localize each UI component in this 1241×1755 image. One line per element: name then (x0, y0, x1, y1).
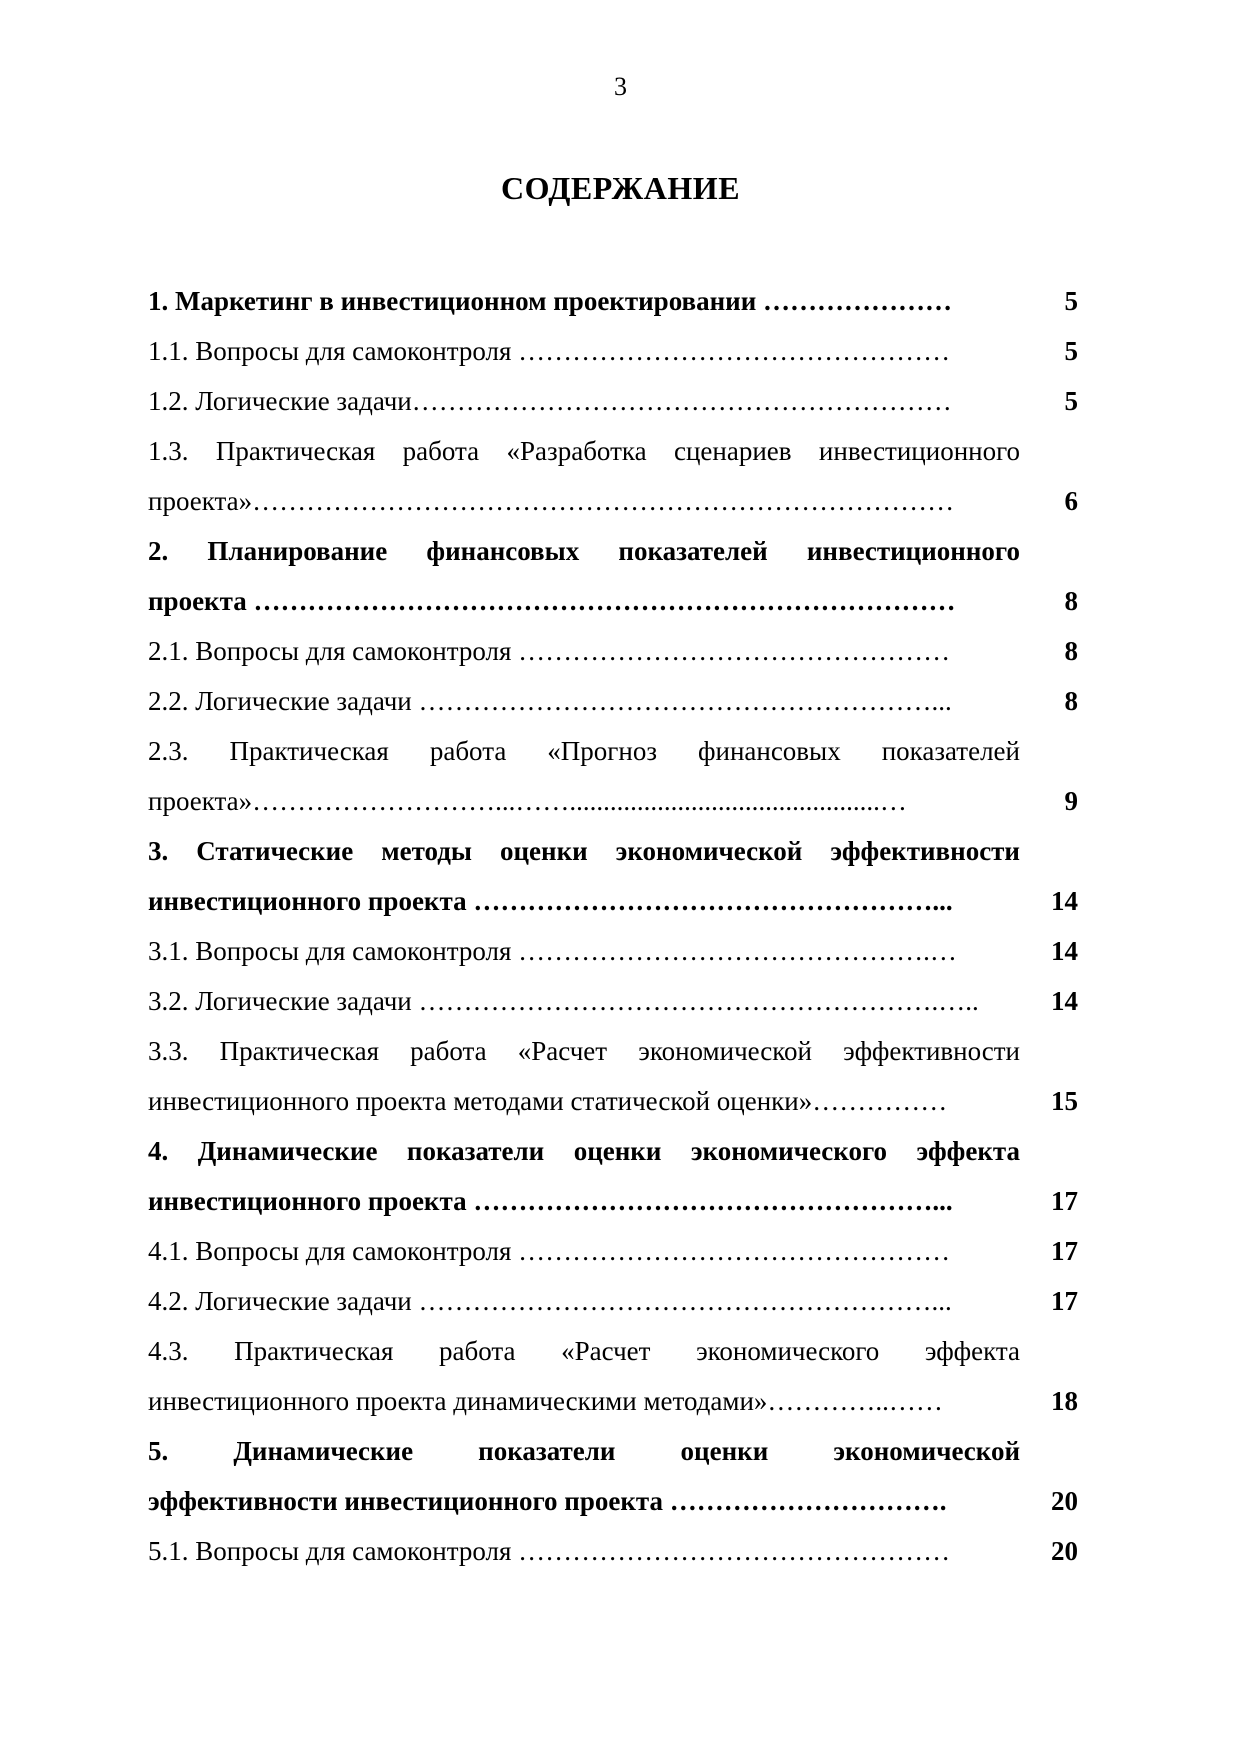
toc-entry-page: 17 (1051, 1186, 1078, 1216)
toc-entry (148, 1526, 1078, 1576)
toc-entry (148, 276, 1078, 326)
table-of-contents (148, 276, 1078, 1576)
toc-entry-text: 3.1. Вопросы для самоконтроля ……………………………………….… (148, 936, 957, 966)
toc-entry-text: проекта»………………………...……..............................................… (148, 786, 907, 816)
toc-entry-page: 9 (1064, 786, 1078, 816)
toc-entry (148, 676, 1078, 726)
toc-entry-text: 2. Планирование финансовых показателей инвестиционного (148, 536, 1020, 566)
toc-entry (148, 976, 1078, 1026)
toc-entry-page: 6 (1064, 486, 1078, 516)
toc-entry (148, 726, 1078, 776)
toc-entry (148, 1176, 1078, 1226)
toc-entry (148, 876, 1078, 926)
toc-entry-text: 2.1. Вопросы для самоконтроля ………………………………………… (148, 636, 951, 666)
toc-entry-page: 17 (1051, 1286, 1078, 1316)
toc-entry (148, 1426, 1078, 1476)
toc-entry-page: 17 (1051, 1236, 1078, 1266)
toc-entry-text: инвестиционного проекта ……………………………………………... (148, 886, 953, 916)
toc-entry-page: 5 (1064, 336, 1078, 366)
toc-entry-page: 14 (1051, 986, 1078, 1016)
toc-entry-page: 8 (1064, 636, 1078, 666)
toc-entry-text: эффективности инвестиционного проекта …………………………. (148, 1486, 947, 1516)
toc-entry-text: 4. Динамические показатели оценки экономического эффекта (148, 1136, 1020, 1166)
toc-entry (148, 1026, 1078, 1076)
toc-entry-text: инвестиционного проекта ……………………………………………... (148, 1186, 953, 1216)
toc-entry-text: инвестиционного проекта динамическими методами»…………..…… (148, 1386, 943, 1416)
toc-entry (148, 776, 1078, 826)
toc-entry-text: инвестиционного проекта методами статической оценки»…………… (148, 1086, 948, 1116)
toc-entry (148, 1126, 1078, 1176)
toc-entry-text: проекта»…………………………………………………………………… (148, 486, 955, 516)
toc-entry (148, 426, 1078, 476)
toc-entry-text: 1.1. Вопросы для самоконтроля ………………………………………… (148, 336, 951, 366)
toc-entry-page: 5 (1064, 386, 1078, 416)
toc-entry-text: 5. Динамические показатели оценки экономической (148, 1436, 1020, 1466)
toc-entry-page: 20 (1051, 1536, 1078, 1566)
toc-entry-text: 3.3. Практическая работа «Расчет экономической эффективности (148, 1036, 1020, 1066)
toc-entry-text: 4.3. Практическая работа «Расчет экономического эффекта (148, 1336, 1020, 1366)
toc-entry-text: 4.1. Вопросы для самоконтроля ………………………………………… (148, 1236, 951, 1266)
toc-entry-page: 8 (1064, 586, 1078, 616)
toc-entry-text: 2.3. Практическая работа «Прогноз финансовых показателей (148, 736, 1020, 766)
toc-entry (148, 326, 1078, 376)
toc-entry (148, 926, 1078, 976)
toc-entry-page: 5 (1064, 286, 1078, 316)
toc-entry-text: 3. Статические методы оценки экономической эффективности (148, 836, 1020, 866)
page-number: 3 (614, 72, 627, 101)
toc-entry (148, 1376, 1078, 1426)
toc-entry-page: 14 (1051, 936, 1078, 966)
toc-entry-text: 2.2. Логические задачи …………………………………………………... (148, 686, 952, 716)
toc-entry (148, 626, 1078, 676)
toc-entry-page: 8 (1064, 686, 1078, 716)
toc-entry (148, 526, 1078, 576)
toc-entry-page: 18 (1051, 1386, 1078, 1416)
toc-entry (148, 1276, 1078, 1326)
toc-entry-page: 20 (1051, 1486, 1078, 1516)
toc-entry-text: 3.2. Логические задачи ………………………………………………….….. (148, 986, 979, 1016)
toc-entry (148, 576, 1078, 626)
toc-entry-page: 15 (1051, 1086, 1078, 1116)
toc-entry-text: 1.2. Логические задачи…………………………………………………… (148, 386, 952, 416)
toc-entry (148, 376, 1078, 426)
toc-entry (148, 476, 1078, 526)
toc-entry-text: 4.2. Логические задачи …………………………………………………... (148, 1286, 952, 1316)
toc-entry (148, 1476, 1078, 1526)
toc-entry (148, 1076, 1078, 1126)
toc-entry-text: 1.3. Практическая работа «Разработка сценариев инвестиционного (148, 436, 1020, 466)
toc-entry (148, 1226, 1078, 1276)
toc-entry-text: 1. Маркетинг в инвестиционном проектировании ………………… (148, 286, 953, 316)
toc-entry-text: проекта …………………………………………………………………… (148, 586, 956, 616)
toc-entry-text: 5.1. Вопросы для самоконтроля ………………………………………… (148, 1536, 951, 1566)
toc-entry (148, 1326, 1078, 1376)
page-title: СОДЕРЖАНИЕ (500, 170, 741, 206)
toc-entry (148, 826, 1078, 876)
toc-entry-page: 14 (1051, 886, 1078, 916)
